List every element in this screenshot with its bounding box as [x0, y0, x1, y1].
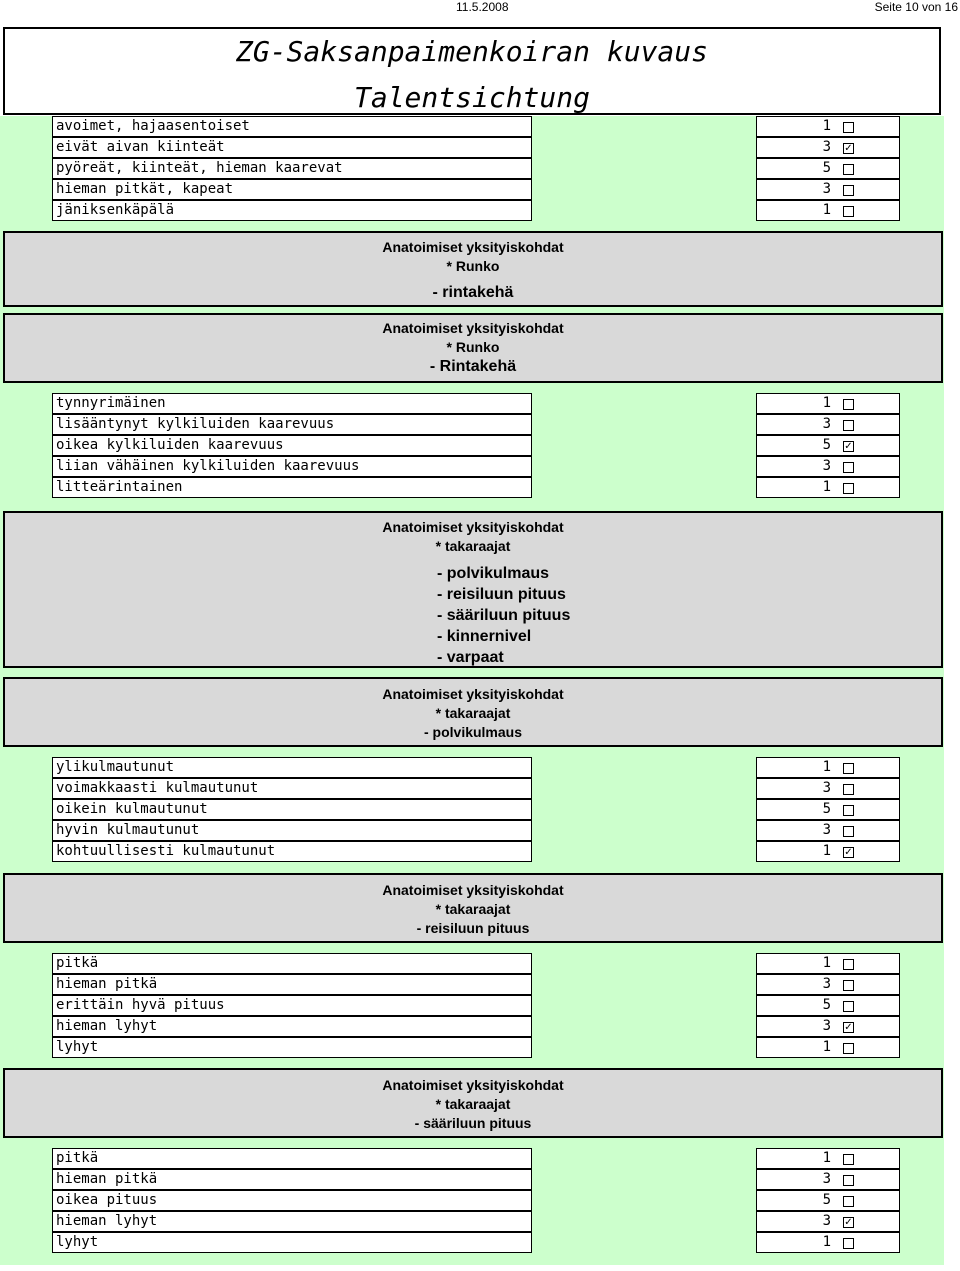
- score-value: 1: [822, 202, 831, 218]
- option-label: liian vähäinen kylkiluiden kaarevuus: [52, 456, 532, 477]
- score-value: 5: [822, 160, 831, 176]
- option-score: [756, 820, 900, 841]
- section-list-item: - polvikulmaus: [437, 565, 550, 582]
- score-value: 1: [822, 395, 831, 411]
- section-heading: Anatoimiset yksityiskohdat: [382, 320, 564, 336]
- option-label: avoimet, hajaasentoiset: [52, 116, 532, 137]
- section-item: - sääriluun pituus: [414, 1115, 532, 1131]
- option-score: [756, 477, 900, 498]
- checkbox[interactable]: [843, 122, 854, 133]
- checkbox[interactable]: ✓: [844, 1217, 853, 1228]
- checkbox[interactable]: [843, 1196, 854, 1207]
- option-label: tynnyrimäinen: [52, 393, 532, 414]
- section-heading: Anatoimiset yksityiskohdat: [382, 1077, 564, 1093]
- section-heading: Anatoimiset yksityiskohdat: [382, 519, 564, 535]
- score-value: 3: [822, 139, 831, 155]
- score-value: 3: [822, 181, 831, 197]
- title-box: [3, 27, 941, 115]
- option-score: [756, 995, 900, 1016]
- score-value: 5: [822, 437, 831, 453]
- option-score: [756, 116, 900, 137]
- section-header: [3, 873, 943, 943]
- checkbox[interactable]: ✓: [844, 847, 853, 858]
- option-score: [756, 435, 900, 456]
- option-score: [756, 179, 900, 200]
- option-label: lisääntynyt kylkiluiden kaarevuus: [52, 414, 532, 435]
- option-label: jäniksenkäpälä: [52, 200, 532, 221]
- score-value: 3: [822, 416, 831, 432]
- checkbox[interactable]: [843, 1238, 854, 1249]
- section-item: - Rintakehä: [429, 358, 517, 375]
- section-subheading: * Runko: [446, 258, 500, 274]
- option-label: voimakkaasti kulmautunut: [52, 778, 532, 799]
- option-score: [756, 841, 900, 862]
- option-label: oikea kylkiluiden kaarevuus: [52, 435, 532, 456]
- checkbox[interactable]: [843, 1001, 854, 1012]
- page-number: Seite 10 von 16: [874, 0, 958, 14]
- section-header: [3, 511, 943, 668]
- checkbox[interactable]: [843, 763, 854, 774]
- checkbox[interactable]: ✓: [844, 441, 853, 452]
- option-label: hyvin kulmautunut: [52, 820, 532, 841]
- option-score: [756, 1169, 900, 1190]
- section-subheading: * takaraajat: [435, 705, 511, 721]
- option-label: hieman pitkät, kapeat: [52, 179, 532, 200]
- section-subheading: * takaraajat: [435, 1096, 511, 1112]
- option-score: [756, 953, 900, 974]
- option-label: oikea pituus: [52, 1190, 532, 1211]
- option-score: [756, 799, 900, 820]
- option-score: [756, 1016, 900, 1037]
- score-value: 5: [822, 801, 831, 817]
- section-list-item: - reisiluun pituus: [437, 586, 566, 603]
- checkbox[interactable]: [843, 959, 854, 970]
- checkbox[interactable]: [843, 462, 854, 473]
- checkbox[interactable]: [843, 805, 854, 816]
- checkbox[interactable]: ✓: [844, 1022, 853, 1033]
- option-score: [756, 757, 900, 778]
- option-score: [756, 1037, 900, 1058]
- section-list-item: - kinnernivel: [437, 628, 532, 645]
- option-score: [756, 414, 900, 435]
- option-label: hieman pitkä: [52, 1169, 532, 1190]
- score-value: 3: [822, 1018, 831, 1034]
- score-value: 3: [822, 976, 831, 992]
- score-value: 1: [822, 843, 831, 859]
- score-value: 1: [822, 479, 831, 495]
- score-value: 3: [822, 458, 831, 474]
- option-label: eivät aivan kiinteät: [52, 137, 532, 158]
- section-subheading: * takaraajat: [435, 538, 511, 554]
- section-item: - polvikulmaus: [423, 724, 523, 740]
- section-heading: Anatoimiset yksityiskohdat: [382, 239, 564, 255]
- checkbox[interactable]: [843, 826, 854, 837]
- score-value: 5: [822, 997, 831, 1013]
- section-list-item: - varpaat: [437, 649, 504, 666]
- checkbox[interactable]: [843, 980, 854, 991]
- option-score: [756, 1148, 900, 1169]
- option-score: [756, 137, 900, 158]
- score-value: 3: [822, 1171, 831, 1187]
- checkbox[interactable]: [843, 1175, 854, 1186]
- checkbox[interactable]: [843, 784, 854, 795]
- score-value: 1: [822, 955, 831, 971]
- score-value: 1: [822, 759, 831, 775]
- option-label: oikein kulmautunut: [52, 799, 532, 820]
- option-label: pyöreät, kiinteät, hieman kaarevat: [52, 158, 532, 179]
- option-score: [756, 778, 900, 799]
- checkbox[interactable]: [843, 1154, 854, 1165]
- option-score: [756, 158, 900, 179]
- section-item: - reisiluun pituus: [416, 920, 530, 936]
- checkbox[interactable]: [843, 420, 854, 431]
- option-score: [756, 1232, 900, 1253]
- section-subheading: * Runko: [446, 339, 500, 355]
- checkbox[interactable]: ✓: [844, 143, 853, 154]
- option-label: hieman lyhyt: [52, 1016, 532, 1037]
- checkbox[interactable]: [843, 399, 854, 410]
- option-label: erittäin hyvä pituus: [52, 995, 532, 1016]
- score-value: 3: [822, 822, 831, 838]
- section-item: - rintakehä: [432, 284, 514, 301]
- checkbox[interactable]: [843, 185, 854, 196]
- option-score: [756, 393, 900, 414]
- option-label: litteärintainen: [52, 477, 532, 498]
- page-title: ZG-Saksanpaimenkoiran kuvaus: [235, 35, 708, 68]
- option-label: lyhyt: [52, 1232, 532, 1253]
- section-header: [3, 677, 943, 747]
- print-date: 11.5.2008: [456, 0, 509, 14]
- option-score: [756, 974, 900, 995]
- score-value: 1: [822, 118, 831, 134]
- checkbox[interactable]: [843, 164, 854, 175]
- option-label: lyhyt: [52, 1037, 532, 1058]
- score-value: 5: [822, 1192, 831, 1208]
- option-label: kohtuullisesti kulmautunut: [52, 841, 532, 862]
- checkbox[interactable]: [843, 483, 854, 494]
- section-header: [3, 231, 943, 307]
- score-value: 3: [822, 780, 831, 796]
- score-value: 1: [822, 1039, 831, 1055]
- option-label: ylikulmautunut: [52, 757, 532, 778]
- section-header: [3, 1068, 943, 1138]
- checkbox[interactable]: [843, 1043, 854, 1054]
- score-value: 1: [822, 1234, 831, 1250]
- score-value: 3: [822, 1213, 831, 1229]
- section-list: [437, 563, 570, 668]
- option-label: pitkä: [52, 1148, 532, 1169]
- section-header: [3, 313, 943, 383]
- option-score: [756, 1211, 900, 1232]
- section-heading: Anatoimiset yksityiskohdat: [382, 882, 564, 898]
- section-heading: Anatoimiset yksityiskohdat: [382, 686, 564, 702]
- option-score: [756, 1190, 900, 1211]
- section-subheading: * takaraajat: [435, 901, 511, 917]
- option-label: hieman lyhyt: [52, 1211, 532, 1232]
- page-subtitle: Talentsichtung: [353, 81, 590, 114]
- score-value: 1: [822, 1150, 831, 1166]
- section-list-item: - sääriluun pituus: [437, 607, 571, 624]
- option-label: pitkä: [52, 953, 532, 974]
- option-score: [756, 200, 900, 221]
- option-score: [756, 456, 900, 477]
- checkbox[interactable]: [843, 206, 854, 217]
- option-label: hieman pitkä: [52, 974, 532, 995]
